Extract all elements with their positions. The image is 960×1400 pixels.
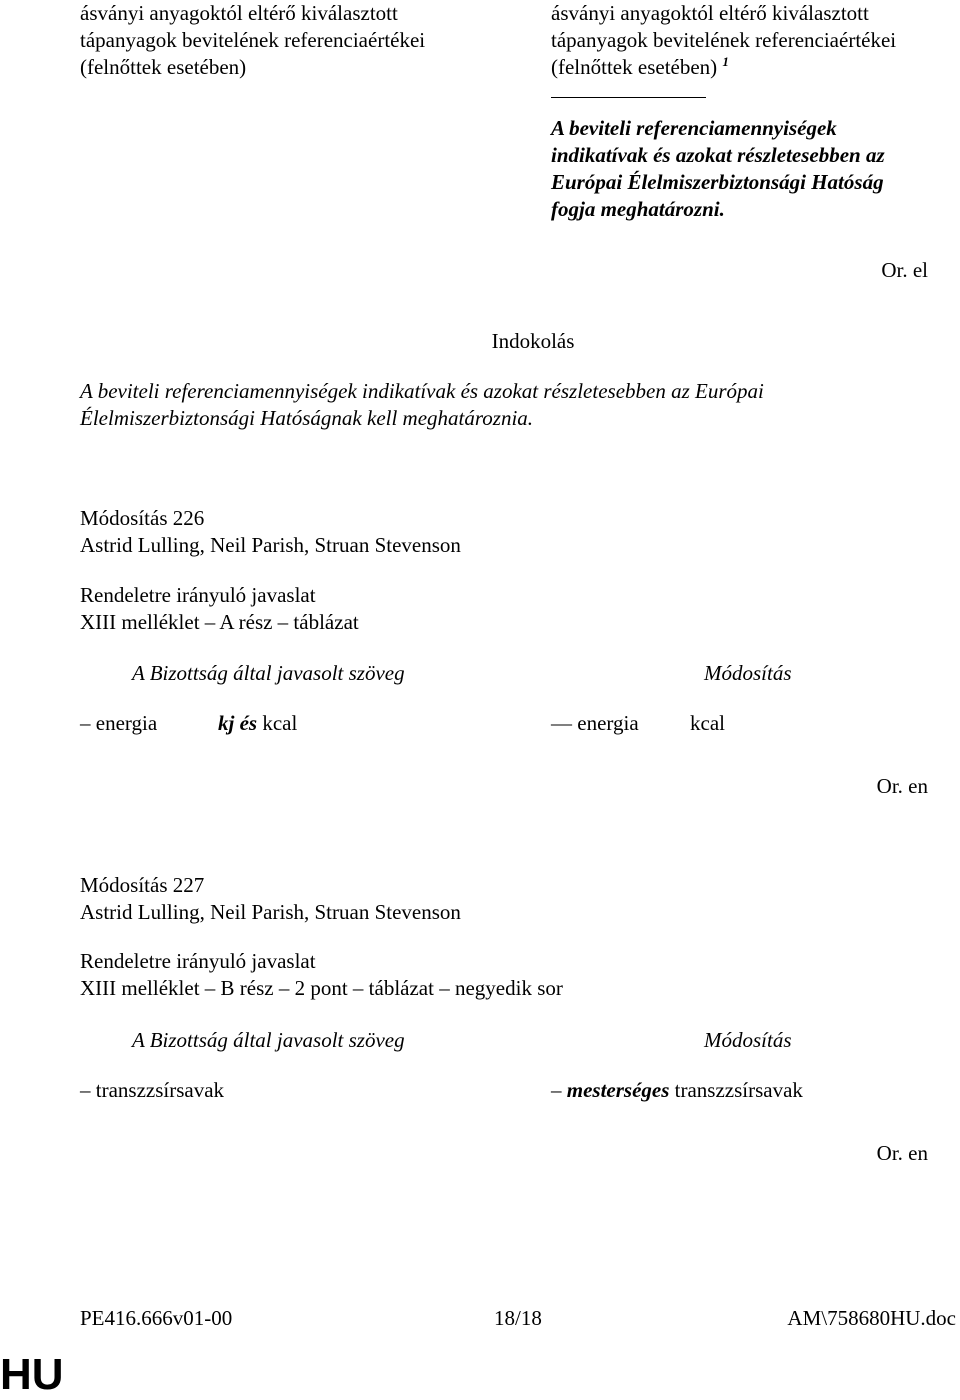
original-language-el: Or. el	[881, 258, 928, 282]
right-line-text: (felnőttek esetében)	[551, 55, 718, 79]
amendment-proposal: Rendeletre irányuló javaslat	[80, 583, 316, 607]
amendment-227-left-cell	[80, 1077, 224, 1104]
added-text: mesterséges	[566, 1078, 670, 1102]
amendment-227-right-cell	[551, 1077, 803, 1104]
amendment-reference: XIII melléklet – A rész – táblázat	[80, 610, 359, 634]
previous-left-column	[80, 0, 480, 81]
amendment-226-left-cell	[80, 710, 157, 737]
justification-heading: Indokolás	[491, 329, 575, 353]
amendment-226-right-cell	[551, 710, 639, 737]
footer-file-name: AM\758680HU.doc	[787, 1306, 956, 1330]
footnote-mark: 1	[722, 54, 729, 69]
language-code: HU	[0, 1350, 64, 1399]
column-header-commission: A Bizottság által javasolt szöveg	[132, 661, 405, 685]
left-line: (felnőttek esetében)	[80, 55, 247, 79]
right-line-with-footnote	[551, 54, 951, 81]
cell-unit: kcal	[262, 711, 298, 735]
cell-word: energia	[95, 711, 158, 735]
amendment-226-header	[80, 505, 940, 559]
added-line: Európai Élelmiszerbiztonsági Hatóság	[551, 170, 884, 194]
cell-text: transzzsírsavak	[95, 1078, 225, 1102]
cell-text: transzzsírsavak	[674, 1078, 803, 1102]
footnote-separator	[551, 97, 706, 98]
added-line: indikatívak és azokat részletesebben az	[551, 143, 885, 167]
cell-word: energia	[577, 711, 639, 735]
right-line: tápanyagok bevitelének referenciaértékei	[551, 28, 897, 52]
added-line: A beviteli referenciamennyiségek	[551, 116, 837, 140]
dash: —	[551, 711, 572, 735]
amendment-reference: XIII melléklet – B rész – 2 pont – táblázat – negyedik sor	[80, 976, 563, 1000]
amendment-proposal: Rendeletre irányuló javaslat	[80, 949, 316, 973]
deleted-text: kj és	[218, 711, 258, 735]
column-header-commission: A Bizottság által javasolt szöveg	[132, 1028, 405, 1052]
dash: –	[80, 1078, 91, 1102]
dash: –	[80, 711, 91, 735]
footer-doc-ref: PE416.666v01-00	[80, 1306, 233, 1330]
amendment-number: Módosítás 227	[80, 873, 205, 897]
amendment-226-left-unit	[218, 710, 297, 737]
justification-line: A beviteli referenciamennyiségek indikatívak és azokat részletesebben az Európai	[80, 379, 764, 403]
amendment-authors: Astrid Lulling, Neil Parish, Struan Stevenson	[80, 533, 461, 557]
previous-right-column	[551, 0, 951, 81]
original-language-en: Or. en	[876, 774, 928, 798]
amendment-226-reference	[80, 582, 940, 636]
amendment-number: Módosítás 226	[80, 506, 205, 530]
dash: –	[551, 1078, 562, 1102]
amendment-authors: Astrid Lulling, Neil Parish, Struan Stevenson	[80, 900, 461, 924]
justification-text	[80, 378, 940, 432]
justification-line: Élelmiszerbiztonsági Hatóságnak kell meghatároznia.	[80, 406, 534, 430]
added-line: fogja meghatározni.	[551, 197, 725, 221]
column-header-amendment: Módosítás	[704, 1028, 792, 1052]
right-line: ásványi anyagoktól eltérő kiválasztott	[551, 1, 869, 25]
left-line: tápanyagok bevitelének referenciaértékei	[80, 28, 426, 52]
amendment-227-header	[80, 872, 940, 926]
amendment-226-right-unit: kcal	[690, 711, 725, 735]
left-line: ásványi anyagoktól eltérő kiválasztott	[80, 1, 398, 25]
original-language-en: Or. en	[876, 1141, 928, 1165]
amendment-227-reference	[80, 948, 940, 1002]
footer-page-number: 18/18	[494, 1306, 542, 1330]
column-header-amendment: Módosítás	[704, 661, 792, 685]
added-text-block	[551, 115, 951, 223]
